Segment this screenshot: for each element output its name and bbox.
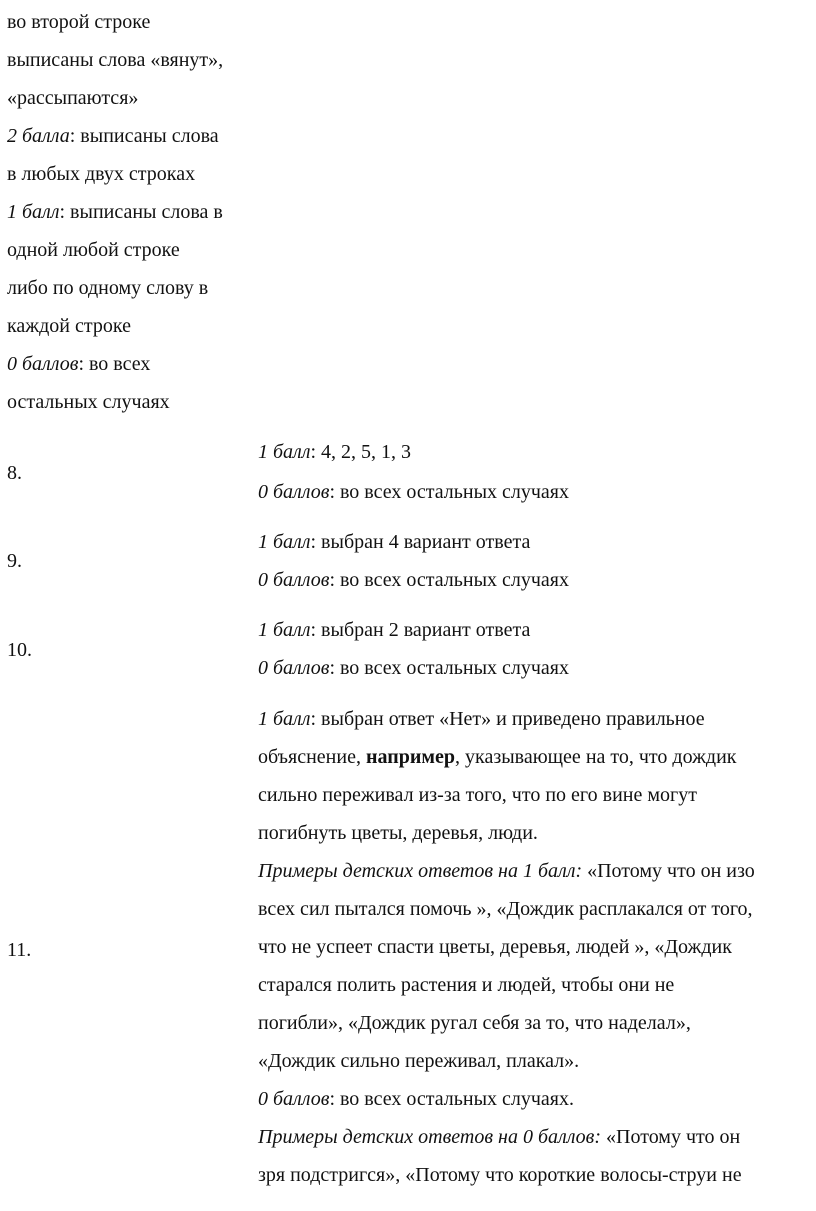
score-text: : во всех остальных случаях [329, 481, 570, 503]
text-line: всех сил пытался помочь », «Дождик расплакался от того, [258, 898, 753, 920]
score-label: 1 балл [7, 201, 60, 223]
row-11-score-1 [258, 707, 705, 731]
text-line: во второй строке [7, 11, 151, 33]
score-label: 1 балл [258, 531, 311, 553]
row-9-score-1 [258, 530, 530, 554]
text-line [258, 745, 737, 769]
examples-1-heading [258, 859, 755, 883]
text-line: «Дождик сильно переживал, плакал». [258, 1050, 580, 1072]
text-line: каждой строке [7, 315, 131, 337]
text-line: остальных случаях [7, 391, 170, 413]
score-label: 0 баллов [258, 481, 330, 503]
examples-label: Примеры детских ответов на 0 баллов: [258, 1126, 602, 1148]
text-part: «Потому что он изо [582, 860, 755, 882]
row-number-10: 10. [7, 639, 32, 661]
score-2-line [7, 124, 219, 148]
bold-word: например [365, 746, 456, 768]
text-line: погибли», «Дождик ругал себя за то, что наделал», [258, 1012, 691, 1034]
text-line: зря подстригся», «Потому что короткие волосы-струи не [258, 1164, 742, 1186]
text-part: , указывающее на то, что дождик [455, 746, 737, 768]
row-11-score-0 [258, 1087, 574, 1111]
score-text: : выписаны слова [69, 125, 219, 147]
text-part: «Потому что он [601, 1126, 741, 1148]
text-line: одной любой строке [7, 239, 180, 261]
score-label: 0 баллов [7, 353, 79, 375]
score-text: : выписаны слова в [59, 201, 223, 223]
score-label: 0 баллов [258, 657, 330, 679]
row-number-11: 11. [7, 939, 32, 961]
text-line: либо по одному слову в [7, 277, 209, 299]
score-text: : 4, 2, 5, 1, 3 [310, 441, 412, 463]
text-line: выписаны слова «вянут», [7, 49, 224, 71]
score-label: 0 баллов [258, 1088, 330, 1110]
row-9-score-0 [258, 568, 569, 592]
score-text: : во всех остальных случаях [329, 569, 570, 591]
text-line: что не успеет спасти цветы, деревья, людей », «Дождик [258, 936, 732, 958]
text-line: «рассыпаются» [7, 87, 139, 109]
row-number-8: 8. [7, 462, 22, 484]
score-1-line [7, 200, 223, 224]
score-text: : во всех остальных случаях [329, 657, 570, 679]
text-part: объяснение, [258, 746, 366, 768]
score-label: 2 балла [7, 125, 70, 147]
row-8-score-1 [258, 440, 411, 464]
row-number-9: 9. [7, 550, 22, 572]
text-line: погибнуть цветы, деревья, люди. [258, 822, 538, 844]
examples-0-heading [258, 1125, 740, 1149]
score-label: 0 баллов [258, 569, 330, 591]
text-line: сильно переживал из-за того, что по его вине могут [258, 784, 697, 806]
score-label: 1 балл [258, 708, 311, 730]
score-text: : во всех [78, 353, 151, 375]
examples-label: Примеры детских ответов на 1 балл: [258, 860, 583, 882]
row-10-score-0 [258, 656, 569, 680]
score-label: 1 балл [258, 619, 311, 641]
text-line: в любых двух строках [7, 163, 196, 185]
score-text: : выбран 2 вариант ответа [310, 619, 531, 641]
score-text: : во всех остальных случаях. [329, 1088, 575, 1110]
row-8-score-0 [258, 480, 569, 504]
score-0-line [7, 352, 150, 376]
score-label: 1 балл [258, 441, 311, 463]
row-10-score-1 [258, 618, 530, 642]
text-line: старался полить растения и людей, чтобы они не [258, 974, 675, 996]
score-text: : выбран 4 вариант ответа [310, 531, 531, 553]
score-text: : выбран ответ «Нет» и приведено правильное [310, 708, 705, 730]
